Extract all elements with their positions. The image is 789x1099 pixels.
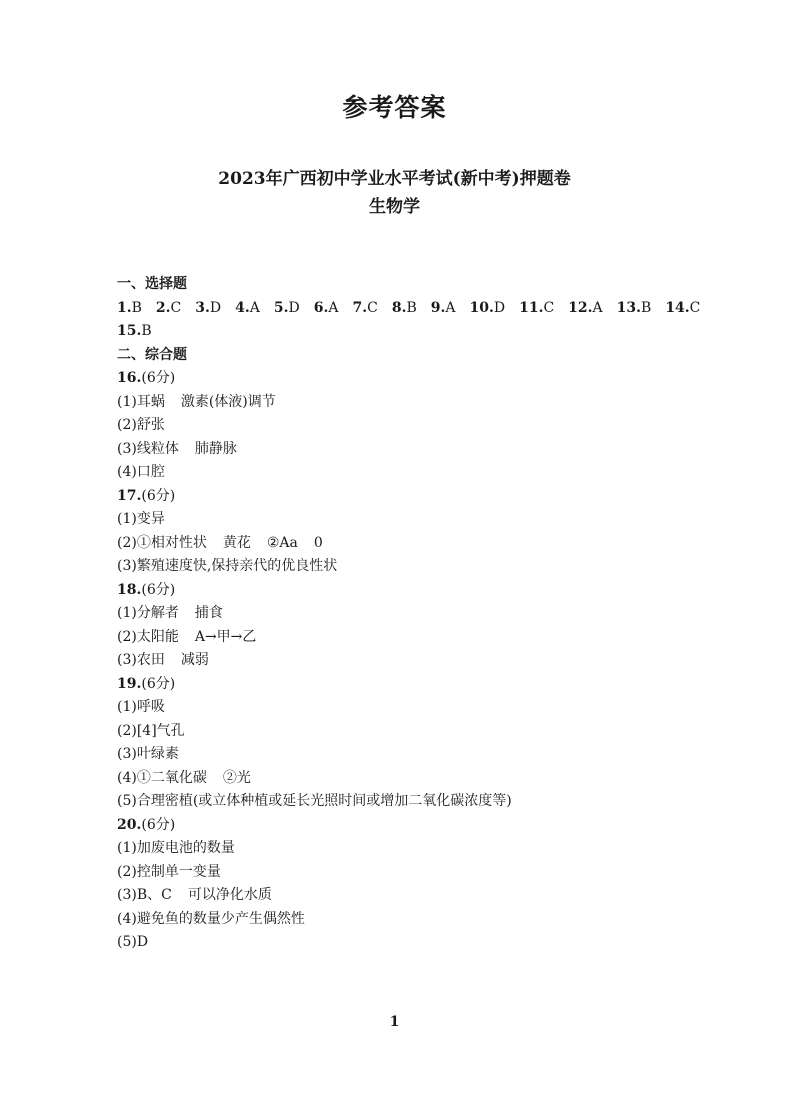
- choice-answer: 1.B: [117, 299, 142, 316]
- choice-answer: 10.D: [469, 299, 506, 316]
- question-16-answer-4: (4)口腔: [117, 464, 165, 480]
- choice-answer: 7.C: [352, 299, 378, 316]
- choice-answers-row-2: [117, 320, 737, 344]
- question-16-header: 16.(6分): [117, 370, 176, 386]
- question-18-header: 18.(6分): [117, 581, 176, 598]
- choice-answer: 14.C: [665, 299, 701, 316]
- question-17-header: 17.(6分): [117, 487, 176, 504]
- choice-answer: 5.D: [273, 299, 300, 316]
- question-17-answer-1: (1)变异: [117, 511, 165, 527]
- question-18-answer-1: (1)分解者 捕食: [117, 605, 223, 621]
- page-number: 1: [389, 1014, 400, 1030]
- question-20-answer-4: (4)避免鱼的数量少产生偶然性: [117, 910, 305, 927]
- question-20-answer-1: (1)加废电池的数量: [117, 840, 235, 856]
- choice-answer: 2.C: [155, 299, 182, 316]
- question-19-header: 19.(6分): [117, 675, 176, 692]
- question-20-header: 20.(6分): [117, 816, 176, 833]
- section-heading-choice: 一、选择题: [117, 276, 187, 292]
- choice-answer: 8.B: [391, 299, 417, 316]
- question-20-answer-5: (5)D: [117, 934, 149, 950]
- question-16-answer-3: (3)线粒体 肺静脉: [117, 440, 237, 457]
- question-19-answer-2: (2)[4]气孔: [117, 722, 185, 739]
- subject-title: 生物学: [369, 197, 420, 217]
- choice-answer: 3.D: [195, 299, 222, 316]
- section-heading-comprehensive: 二、综合题: [117, 346, 187, 363]
- question-20-answer-3: (3)B、C 可以净化水质: [117, 887, 272, 903]
- question-16-answer-2: (2)舒张: [117, 417, 165, 433]
- exam-title: 2023年广西初中学业水平考试(新中考)押题卷: [218, 169, 571, 189]
- page-title: 参考答案: [342, 93, 447, 122]
- question-18-answer-2: (2)太阳能 A→甲→乙: [117, 628, 257, 645]
- choice-answer: 4.A: [235, 299, 260, 316]
- question-19-answer-3: (3)叶绿素: [117, 746, 179, 762]
- question-20-answer-2: (2)控制单一变量: [117, 863, 221, 880]
- question-17-answer-2: (2)①相对性状 黄花 ②Aa 0: [117, 534, 323, 551]
- question-19-answer-5: (5)合理密植(或立体种植或延长光照时间或增加二氧化碳浓度等): [117, 793, 512, 809]
- question-16-answer-1: (1)耳蜗 激素(体液)调节: [117, 393, 276, 410]
- answer-content: [117, 273, 737, 955]
- choice-answer: 6.A: [313, 299, 339, 316]
- choice-answer: 15.B: [117, 323, 152, 339]
- choice-answer: 11.C: [519, 299, 555, 316]
- question-19-answer-4: (4)①二氧化碳 ②光: [117, 769, 251, 786]
- choice-answer: 13.B: [616, 299, 652, 316]
- question-19-answer-1: (1)呼吸: [117, 699, 165, 715]
- question-17-answer-3: (3)繁殖速度快,保持亲代的优良性状: [117, 558, 338, 574]
- choice-answer: 9.A: [430, 299, 456, 316]
- choice-answer: 12.A: [568, 299, 603, 316]
- choice-answers-row-1: [117, 297, 737, 321]
- question-18-answer-3: (3)农田 减弱: [117, 652, 209, 668]
